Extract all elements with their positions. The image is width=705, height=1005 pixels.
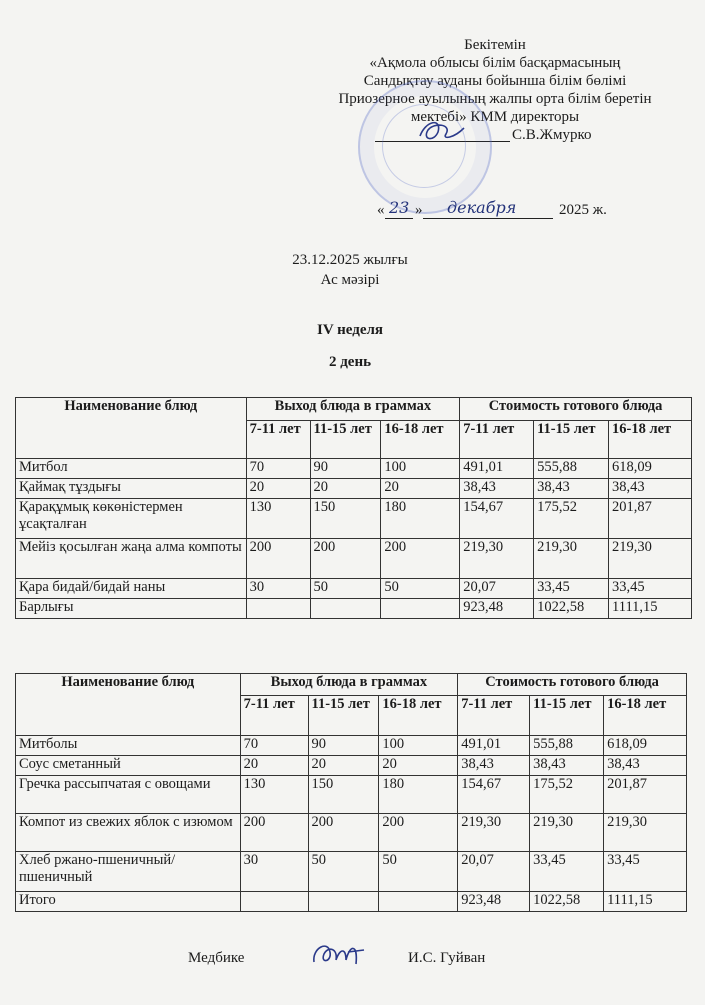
table-cell: 30 (246, 579, 310, 599)
table-cell: 38,43 (534, 479, 609, 499)
menu-table-kz (15, 397, 692, 619)
table-cell: 33,45 (604, 852, 687, 892)
header-age: 16-18 лет (604, 696, 687, 736)
table-cell (246, 599, 310, 619)
table-cell: 38,43 (460, 479, 534, 499)
dish-name: Соус сметанный (16, 756, 241, 776)
table-cell: 150 (308, 776, 379, 814)
table-cell: 20 (379, 756, 458, 776)
table-cell: 20 (381, 479, 460, 499)
header-age: 11-15 лет (534, 421, 609, 459)
table-cell: 1111,15 (604, 892, 687, 912)
table-cell: 90 (310, 459, 381, 479)
table-row (16, 736, 687, 756)
table-cell (308, 892, 379, 912)
table-cell (240, 892, 308, 912)
dish-name: Гречка рассыпчатая с овощами (16, 776, 241, 814)
table-cell (381, 599, 460, 619)
table-cell: 100 (381, 459, 460, 479)
table-cell: 219,30 (609, 539, 692, 579)
table-cell: 150 (310, 499, 381, 539)
table-cell: 70 (246, 459, 310, 479)
dish-name: Митбол (16, 459, 247, 479)
table-cell: 180 (381, 499, 460, 539)
table-cell: 200 (379, 814, 458, 852)
table-cell: 200 (240, 814, 308, 852)
nurse-signature (308, 938, 368, 970)
table-cell: 923,48 (458, 892, 530, 912)
header-age: 7-11 лет (240, 696, 308, 736)
date-quote-close: » (415, 202, 423, 218)
menu-table-ru (15, 673, 687, 912)
header-cost: Стоимость готового блюда (460, 398, 692, 421)
approval-line: «Ақмола облысы білім басқармасының (369, 55, 621, 71)
total-row (16, 599, 692, 619)
table-cell: 555,88 (530, 736, 604, 756)
header-dish-name: Наименование блюд (16, 398, 247, 459)
table-cell: 20,07 (458, 852, 530, 892)
table-cell: 50 (308, 852, 379, 892)
table-cell: 175,52 (534, 499, 609, 539)
table-row (16, 479, 692, 499)
date-quote-open: « (377, 202, 385, 218)
table-cell: 618,09 (609, 459, 692, 479)
table-row (16, 776, 687, 814)
header-age: 11-15 лет (308, 696, 379, 736)
table-cell: 200 (381, 539, 460, 579)
dish-name: Қаймақ тұздығы (16, 479, 247, 499)
table-cell: 154,67 (458, 776, 530, 814)
header-yield: Выход блюда в граммах (240, 674, 458, 696)
table-cell: 219,30 (460, 539, 534, 579)
date-day: 23 (389, 198, 410, 217)
table-row (16, 814, 687, 852)
table-cell: 200 (310, 539, 381, 579)
approval-line: Бекітемін (464, 37, 526, 53)
table-row (16, 459, 692, 479)
table-cell: 38,43 (604, 756, 687, 776)
approval-date (377, 198, 677, 222)
table-cell: 1022,58 (534, 599, 609, 619)
date-month: декабря (447, 198, 517, 217)
table-cell: 38,43 (458, 756, 530, 776)
table-cell: 180 (379, 776, 458, 814)
approval-block (300, 36, 690, 146)
table-cell: 201,87 (609, 499, 692, 539)
dish-name: Хлеб ржано-пшеничный/пшеничный (16, 852, 241, 892)
dish-name: Компот из свежих яблок с изюмом (16, 814, 241, 852)
dish-name: Қарақұмық көкөністермен ұсақталған (16, 499, 247, 539)
table-cell: 90 (308, 736, 379, 756)
table-cell: 30 (240, 852, 308, 892)
table-cell: 50 (310, 579, 381, 599)
header-age: 11-15 лет (530, 696, 604, 736)
table-cell: 618,09 (604, 736, 687, 756)
dish-name: Қара бидай/бидай наны (16, 579, 247, 599)
date-year: 2025 ж. (559, 202, 607, 218)
table-cell: 491,01 (460, 459, 534, 479)
menu-title: Ас мәзірі (320, 272, 380, 288)
table-cell: 1111,15 (609, 599, 692, 619)
table-cell: 20 (310, 479, 381, 499)
table-cell: 50 (381, 579, 460, 599)
dish-name: Итого (16, 892, 241, 912)
table-cell: 219,30 (604, 814, 687, 852)
table-cell: 1022,58 (530, 892, 604, 912)
table-row (16, 539, 692, 579)
nurse-name: И.С. Гуйван (408, 950, 486, 966)
table-cell: 50 (379, 852, 458, 892)
table-cell: 219,30 (530, 814, 604, 852)
table-cell: 175,52 (530, 776, 604, 814)
table-cell (379, 892, 458, 912)
table-cell: 130 (246, 499, 310, 539)
approval-line: мектебі» КММ директоры (410, 109, 580, 125)
table-row (16, 499, 692, 539)
header-age: 7-11 лет (246, 421, 310, 459)
dish-name: Митболы (16, 736, 241, 756)
table-cell: 38,43 (609, 479, 692, 499)
table-cell: 20 (240, 756, 308, 776)
header-yield: Выход блюда в граммах (246, 398, 460, 421)
table-cell: 33,45 (609, 579, 692, 599)
table-row (16, 852, 687, 892)
menu-date: 23.12.2025 жылғы (292, 252, 408, 268)
table-cell: 100 (379, 736, 458, 756)
header-age: 7-11 лет (458, 696, 530, 736)
table-row (16, 756, 687, 776)
official-stamp (358, 80, 492, 214)
nurse-role: Медбике (188, 950, 245, 966)
header-age: 16-18 лет (381, 421, 460, 459)
table-cell: 219,30 (534, 539, 609, 579)
table-cell: 219,30 (458, 814, 530, 852)
total-row (16, 892, 687, 912)
header-age: 11-15 лет (310, 421, 381, 459)
header-age: 16-18 лет (379, 696, 458, 736)
table-cell: 154,67 (460, 499, 534, 539)
dish-name: Барлығы (16, 599, 247, 619)
director-name: С.В.Жмурко (512, 127, 592, 143)
header-age: 7-11 лет (460, 421, 534, 459)
table-cell (310, 599, 381, 619)
table-row (16, 579, 692, 599)
table-cell: 555,88 (534, 459, 609, 479)
header-cost: Стоимость готового блюда (458, 674, 687, 696)
table-cell: 20 (308, 756, 379, 776)
table-cell: 33,45 (530, 852, 604, 892)
table-cell: 201,87 (604, 776, 687, 814)
table-cell: 923,48 (460, 599, 534, 619)
approval-line: Сандықтау ауданы бойынша білім бөлімі (363, 73, 627, 89)
table-cell: 130 (240, 776, 308, 814)
table-cell: 491,01 (458, 736, 530, 756)
table-cell: 33,45 (534, 579, 609, 599)
header-dish-name: Наименование блюд (16, 674, 241, 736)
table-cell: 200 (308, 814, 379, 852)
table-cell: 20 (246, 479, 310, 499)
table-cell: 70 (240, 736, 308, 756)
dish-name: Мейіз қосылған жаңа алма компоты (16, 539, 247, 579)
table-cell: 200 (246, 539, 310, 579)
day-label: 2 день (328, 354, 372, 370)
header-age: 16-18 лет (609, 421, 692, 459)
week-label: IV неделя (316, 322, 384, 338)
table-cell: 20,07 (460, 579, 534, 599)
approval-line: Приозерное ауылының жалпы орта білім беретін (338, 91, 652, 107)
table-cell: 38,43 (530, 756, 604, 776)
